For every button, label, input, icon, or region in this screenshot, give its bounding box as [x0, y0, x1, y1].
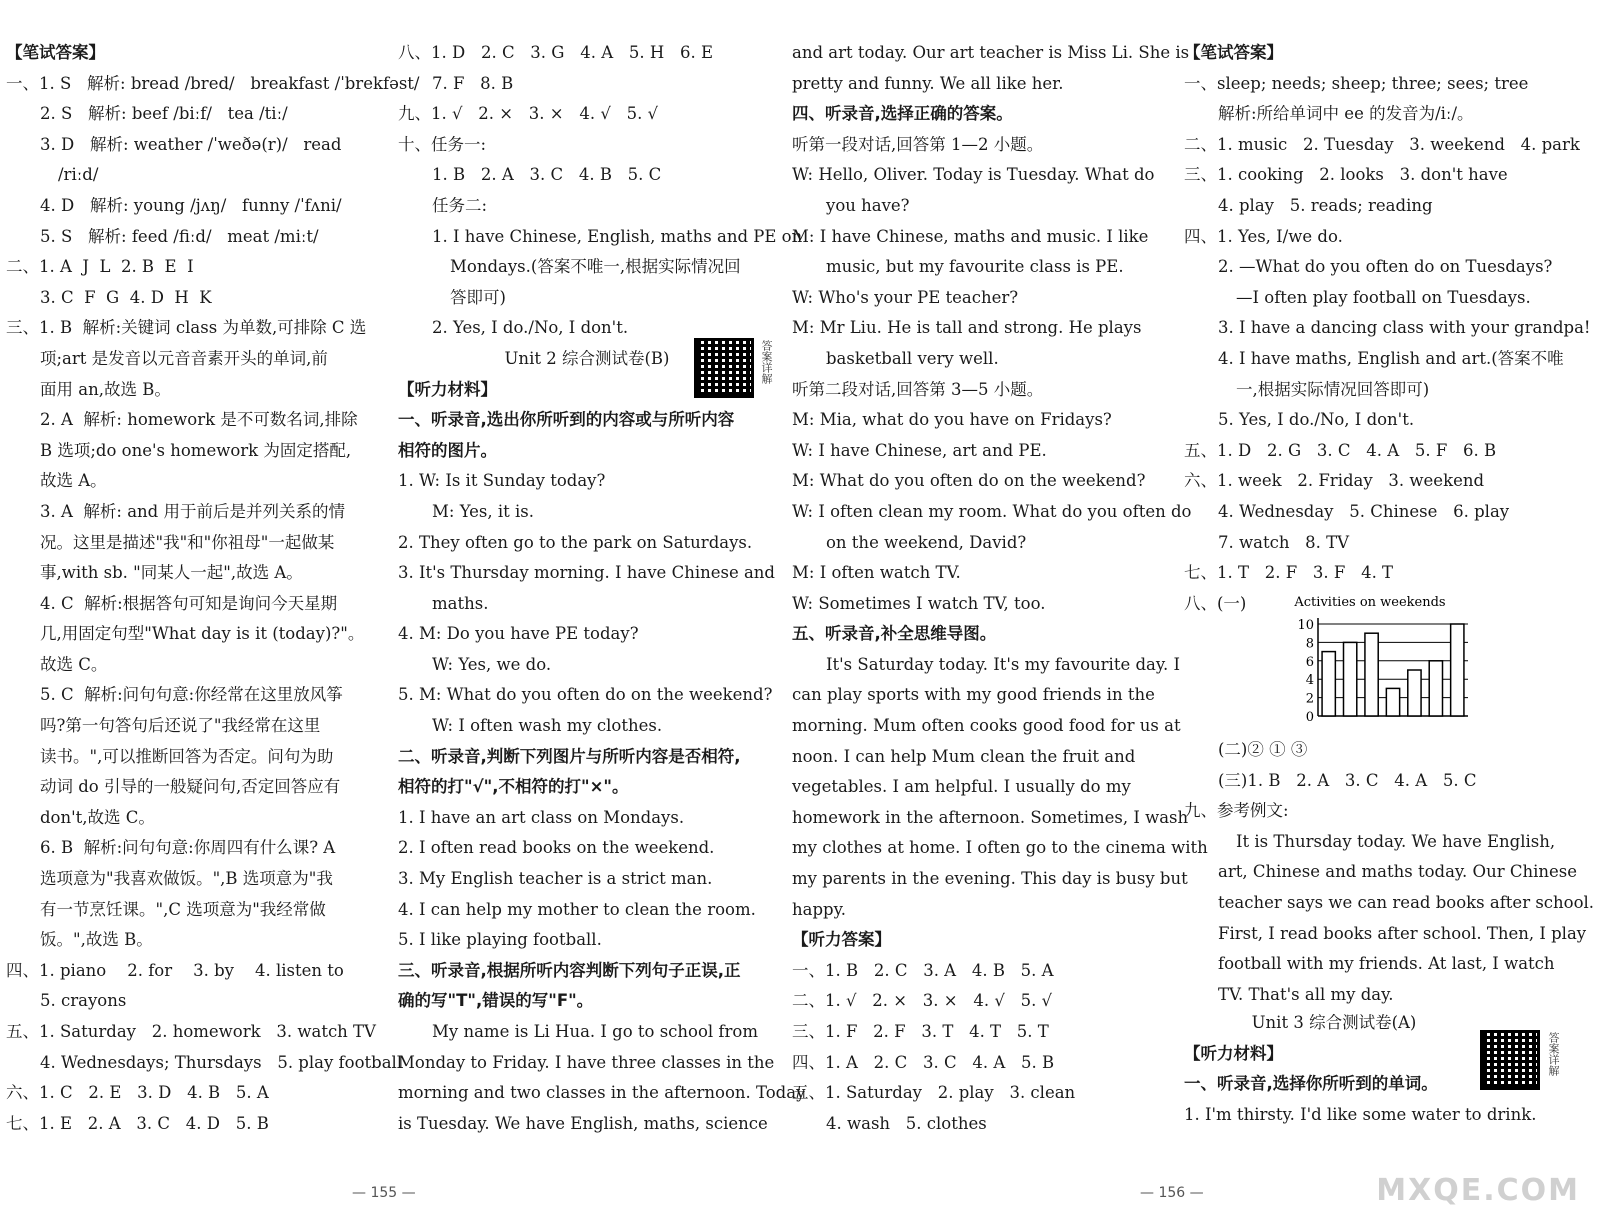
text-line: M: Mr Liu. He is tall and strong. He plays	[792, 318, 1142, 338]
text-line: 三、听录音,根据所听内容判断下列句子正误,正	[398, 960, 741, 980]
text-line: 五、1. Saturday 2. play 3. clean	[792, 1083, 1076, 1103]
text-line: M: I have Chinese, maths and music. I like	[792, 226, 1149, 246]
bar	[1429, 661, 1442, 716]
text-line: 六、1. C 2. E 3. D 4. B 5. A	[6, 1083, 269, 1103]
text-line: 几,用固定句型"What day is it (today)?"。	[40, 624, 365, 644]
text-line: 面用 an,故选 B。	[40, 379, 171, 399]
text-line: TV. That's all my day.	[1218, 984, 1394, 1004]
bar	[1451, 624, 1464, 716]
text-line: 二、1. A J L 2. B E I	[6, 257, 194, 277]
y-tick-label: 2	[1305, 691, 1314, 707]
text-line: homework in the afternoon. Sometimes, I wash	[792, 807, 1189, 827]
text-line: 五、听录音,补全思维导图。	[792, 624, 997, 644]
text-line: 相符的图片。	[398, 440, 497, 460]
text-line: 相符的打"√",不相符的打"×"。	[398, 777, 629, 797]
y-tick-label: 8	[1305, 636, 1314, 652]
text-line: 4. I have maths, English and art.(答案不唯	[1218, 348, 1564, 368]
text-line: happy.	[792, 899, 846, 919]
text-line: my parents in the evening. This day is busy but	[792, 869, 1188, 889]
text-line: Monday to Friday. I have three classes in the	[398, 1052, 775, 1072]
bar	[1408, 670, 1421, 716]
text-line: noon. I can help Mum clean the fruit and	[792, 746, 1136, 766]
text-line: 一、1. S 解析: bread /bred/ breakfast /ˈbrekfəst/	[6, 73, 420, 93]
text-line: 2. S 解析: beef /biːf/ tea /tiː/	[40, 104, 288, 124]
text-line: 故选 A。	[40, 471, 107, 491]
text-line: 九、参考例文:	[1184, 801, 1289, 821]
text-line: 3. It's Thursday morning. I have Chinese and	[398, 563, 775, 583]
text-line: basketball very well.	[826, 348, 999, 368]
page-number-right: — 156 —	[1140, 1185, 1204, 1201]
text-line: W: Yes, we do.	[432, 654, 552, 674]
text-line: maths.	[432, 593, 489, 613]
text-line: and art today. Our art teacher is Miss Li. She is	[792, 43, 1190, 62]
text-line: can play sports with my good friends in the	[792, 685, 1155, 705]
text-line: 八、(一)	[1184, 593, 1247, 613]
text-line: on the weekend, David?	[826, 532, 1027, 552]
text-line: 三、1. B 解析:关键词 class 为单数,可排除 C 选	[6, 318, 367, 338]
text-line: 选项意为"我喜欢做饭。",B 选项意为"我	[40, 869, 333, 889]
text-line: W: I often clean my room. What do you often do	[792, 501, 1192, 521]
text-line: 4. C 解析:根据答句可知是询问今天星期	[40, 593, 338, 613]
text-line: It's Saturday today. It's my favourite day. I	[826, 654, 1181, 674]
text-line: 三、1. F 2. F 3. T 4. T 5. T	[792, 1022, 1049, 1041]
bar	[1386, 688, 1399, 716]
text-line: art, Chinese and maths today. Our Chinese	[1218, 862, 1577, 882]
text-line: football with my friends. At last, I watch	[1218, 954, 1555, 974]
text-line: 6. B 解析:问句句意:你周四有什么课? A	[40, 838, 336, 858]
text-line: 2. —What do you often do on Tuesdays?	[1218, 257, 1553, 277]
text-line: 3. My English teacher is a strict man.	[398, 869, 713, 889]
text-line: 五、1. Saturday 2. homework 3. watch TV	[6, 1022, 376, 1041]
text-line: It is Thursday today. We have English,	[1236, 831, 1556, 851]
text-line: 听第二段对话,回答第 3—5 小题。	[792, 379, 1044, 399]
text-line: 十、任务一:	[398, 134, 487, 154]
qr-code-unit2[interactable]	[694, 338, 754, 398]
text-line: W: Who's your PE teacher?	[792, 287, 1019, 307]
bar	[1344, 642, 1357, 716]
text-line: 1. I have an art class on Mondays.	[398, 807, 685, 827]
y-tick-label: 6	[1305, 654, 1314, 670]
text-line: Unit 2 综合测试卷(B)	[504, 348, 670, 368]
text-line: 况。这里是描述"我"和"你祖母"一起做某	[40, 532, 335, 552]
text-line: 一、1. B 2. C 3. A 4. B 5. A	[792, 960, 1054, 980]
text-line: W: I have Chinese, art and PE.	[792, 440, 1047, 460]
text-line: (二)② ① ③	[1218, 740, 1308, 759]
text-line: you have?	[826, 195, 910, 215]
bar	[1365, 633, 1378, 716]
text-line: vegetables. I am helpful. I usually do my	[792, 777, 1131, 797]
text-line: 3. I have a dancing class with your grandpa!	[1218, 318, 1591, 338]
text-line: Unit 3 综合测试卷(A)	[1251, 1013, 1417, 1032]
text-line: 六、1. week 2. Friday 3. weekend	[1184, 471, 1485, 491]
text-line: 二、听录音,判断下列图片与所听内容是否相符,	[398, 746, 741, 766]
text-line: 确的写"T",错误的写"F"。	[398, 991, 594, 1011]
text-line: 【笔试答案】	[6, 43, 105, 62]
text-line: is Tuesday. We have English, maths, science	[398, 1113, 768, 1133]
text-line: 4. play 5. reads; reading	[1218, 195, 1433, 215]
y-tick-label: 0	[1305, 710, 1314, 725]
text-line: music, but my favourite class is PE.	[826, 257, 1124, 277]
text-line: M: What do you often do on the weekend?	[792, 471, 1146, 491]
column-4-after-chart	[1184, 735, 1595, 1010]
text-line: 【听力答案】	[792, 930, 891, 950]
text-line: 事,with sb. "同某人一起",故选 A。	[40, 563, 303, 583]
text-line: morning and two classes in the afternoon. Today	[398, 1083, 806, 1103]
qr-label: 答案详解	[760, 340, 773, 384]
bar	[1322, 652, 1335, 716]
text-line: 1. W: Is it Sunday today?	[398, 471, 606, 491]
column-1	[6, 38, 420, 1139]
column-4	[1184, 38, 1591, 619]
text-line: 7. watch 8. TV	[1218, 532, 1350, 552]
text-line: 四、听录音,选择正确的答案。	[792, 104, 1013, 124]
qr-label: 答案详解	[1547, 1032, 1560, 1076]
text-line: 5. C 解析:问句句意:你经常在这里放风筝	[40, 685, 343, 705]
text-line: W: I often wash my clothes.	[432, 716, 663, 736]
text-line: W: Hello, Oliver. Today is Tuesday. What do	[792, 165, 1155, 185]
text-line: 4. wash 5. clothes	[826, 1113, 987, 1133]
text-line: morning. Mum often cooks good food for us at	[792, 716, 1181, 736]
text-line: M: I often watch TV.	[792, 563, 961, 583]
text-line: 四、1. piano 2. for 3. by 4. listen to	[6, 960, 344, 980]
text-line: First, I read books after school. Then, I play	[1218, 923, 1587, 943]
column-3	[792, 38, 1208, 1139]
text-line: 解析:所给单词中 ee 的发音为/iː/。	[1218, 104, 1474, 124]
text-line: 2. Yes, I do./No, I don't.	[432, 318, 629, 338]
text-line: pretty and funny. We all like her.	[792, 73, 1064, 93]
text-line: 任务二:	[432, 195, 488, 215]
text-line: /riːd/	[58, 165, 99, 185]
text-line: 5. I like playing football.	[398, 930, 602, 950]
text-line: 4. I can help my mother to clean the room.	[398, 899, 756, 919]
text-line: M: Yes, it is.	[432, 501, 535, 521]
text-line: (三)1. B 2. A 3. C 4. A 5. C	[1218, 770, 1477, 790]
text-line: 九、1. √ 2. × 3. × 4. √ 5. √	[398, 104, 659, 124]
text-line: 听第一段对话,回答第 1—2 小题。	[792, 134, 1044, 154]
text-line: Mondays.(答案不唯一,根据实际情况回	[450, 257, 741, 277]
text-line: teacher says we can read books after school.	[1218, 892, 1595, 912]
qr-code-unit3[interactable]	[1480, 1030, 1540, 1090]
text-line: 二、1. music 2. Tuesday 3. weekend 4. park	[1184, 134, 1580, 154]
text-line: 故选 C。	[40, 654, 108, 674]
text-line: 5. Yes, I do./No, I don't.	[1218, 410, 1415, 430]
text-line: 4. Wednesday 5. Chinese 6. play	[1218, 501, 1510, 521]
text-line: 一、sleep; needs; sheep; three; sees; tree	[1184, 73, 1529, 93]
y-tick-label: 4	[1305, 673, 1314, 689]
text-line: 吗?第一句答句后还说了"我经常在这里	[40, 716, 321, 736]
text-line: 四、1. Yes, I/we do.	[1184, 226, 1343, 246]
text-line: —I often play football on Tuesdays.	[1236, 287, 1531, 307]
text-line: 2. They often go to the park on Saturdays.	[398, 532, 753, 552]
text-line: 读书。",可以推断回答为否定。问句为助	[40, 746, 334, 766]
text-line: 五、1. D 2. G 3. C 4. A 5. F 6. B	[1184, 440, 1497, 460]
text-line: 5. M: What do you often do on the weekend?	[398, 685, 773, 705]
text-line: 三、1. cooking 2. looks 3. don't have	[1184, 165, 1508, 185]
text-line: 七、1. E 2. A 3. C 4. D 5. B	[6, 1113, 269, 1133]
text-line: my clothes at home. I often go to the cinema with	[792, 838, 1208, 858]
column-2	[398, 38, 806, 1139]
text-line: 项;art 是发音以元音音素开头的单词,前	[40, 348, 328, 368]
text-line: 一、听录音,选出你所听到的内容或与所听内容	[398, 410, 735, 430]
text-line: B 选项;do one's homework 为固定搭配,	[40, 440, 352, 460]
y-tick-label: 10	[1297, 618, 1314, 633]
text-line: 3. A 解析: and 用于前后是并列关系的情	[40, 501, 345, 521]
text-line: 1. I have Chinese, English, maths and PE on	[432, 226, 803, 246]
text-line: 有一节烹饪课。",C 选项意为"我经常做	[40, 899, 326, 919]
text-line: 【笔试答案】	[1184, 43, 1283, 62]
text-line: 4. Wednesdays; Thursdays 5. play football	[40, 1052, 403, 1072]
text-line: 3. D 解析: weather /ˈweðə(r)/ read	[40, 134, 342, 154]
text-line: 【听力材料】	[1184, 1043, 1283, 1063]
text-line: 4. M: Do you have PE today?	[398, 624, 639, 644]
chart-title: Activities on weekends	[1294, 595, 1446, 610]
column-4-bottom	[1184, 1008, 1537, 1130]
text-line: 2. A 解析: homework 是不可数名词,排除	[40, 410, 358, 430]
activities-bar-chart	[1270, 596, 1480, 731]
text-line: 1. B 2. A 3. C 4. B 5. C	[432, 165, 662, 185]
text-line: M: Mia, what do you have on Fridays?	[792, 410, 1112, 430]
text-line: 答即可)	[450, 287, 506, 307]
text-line: 5. S 解析: feed /fiːd/ meat /miːt/	[40, 226, 319, 246]
text-line: 饭。",故选 B。	[40, 930, 153, 950]
text-line: My name is Li Hua. I go to school from	[432, 1022, 759, 1041]
text-line: 四、1. A 2. C 3. C 4. A 5. B	[792, 1052, 1055, 1072]
text-line: 3. C F G 4. D H K	[40, 287, 212, 307]
text-line: 5. crayons	[40, 991, 127, 1011]
text-line: 7. F 8. B	[432, 73, 514, 93]
text-line: 1. I'm thirsty. I'd like some water to drink.	[1184, 1104, 1537, 1124]
text-line: 七、1. T 2. F 3. F 4. T	[1184, 563, 1394, 583]
page-number-left: — 155 —	[352, 1185, 416, 1201]
watermark: MXQE.COM	[1376, 1173, 1580, 1208]
text-line: don't,故选 C。	[40, 807, 155, 827]
text-line: W: Sometimes I watch TV, too.	[792, 593, 1046, 613]
text-line: 二、1. √ 2. × 3. × 4. √ 5. √	[792, 991, 1053, 1011]
text-line: 4. D 解析: young /jʌŋ/ funny /ˈfʌni/	[40, 195, 342, 215]
text-line: 一、听录音,选择你所听到的单词。	[1184, 1074, 1438, 1094]
text-line: 动词 do 引导的一般疑问句,否定回答应有	[40, 777, 341, 797]
text-line: 2. I often read books on the weekend.	[398, 838, 715, 858]
text-line: 一,根据实际情况回答即可)	[1236, 379, 1430, 399]
text-line: 八、1. D 2. C 3. G 4. A 5. H 6. E	[398, 43, 713, 62]
text-line: 【听力材料】	[398, 379, 497, 399]
